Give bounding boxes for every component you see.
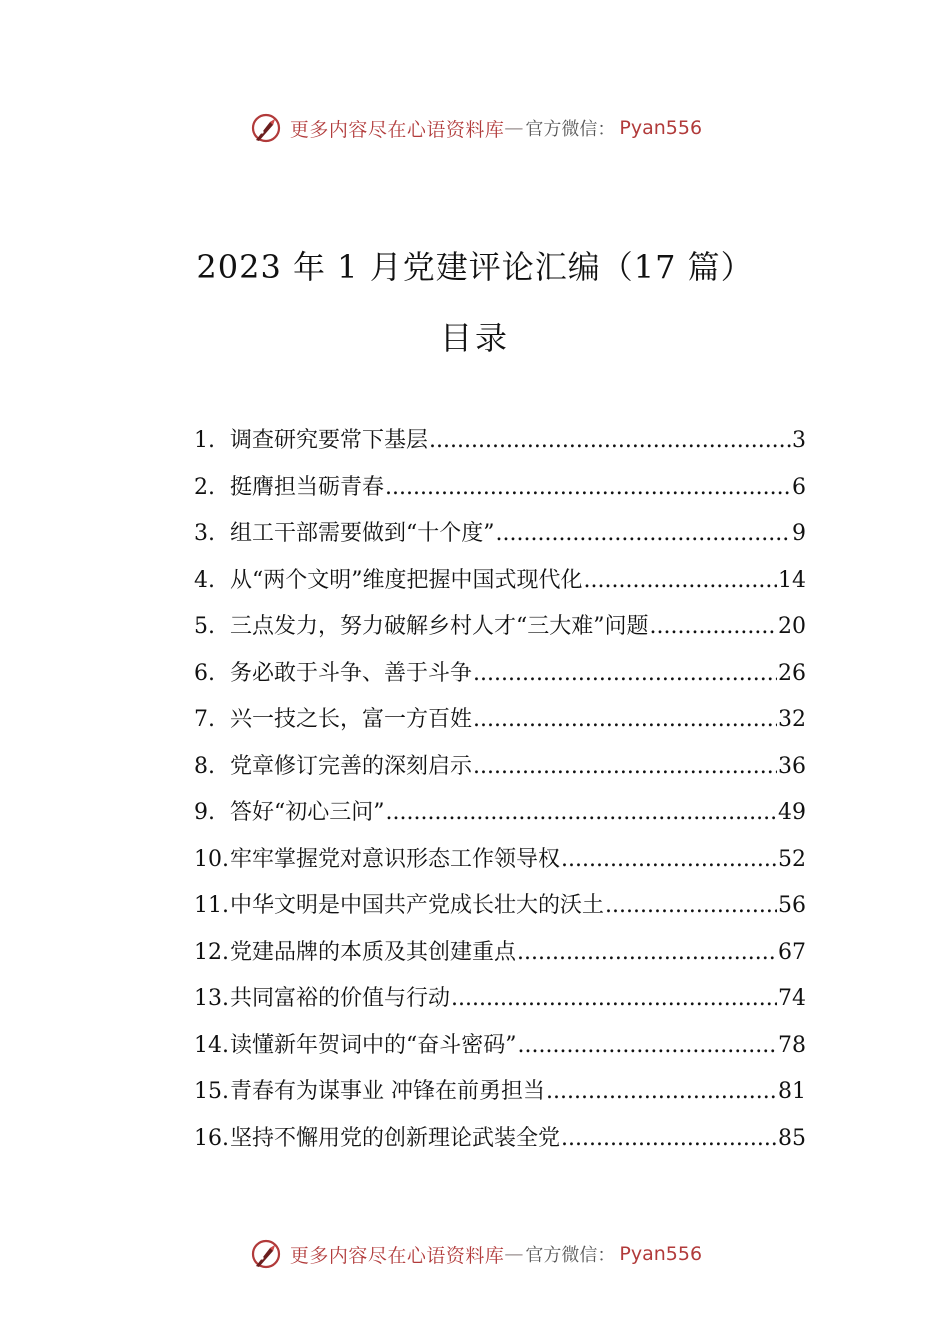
toc-entry-number: 3. (194, 521, 215, 546)
toc-entry-title: 青春有为谋事业 冲锋在前勇担当 (230, 1079, 545, 1104)
toc-entry-title: 答好“初心三问” (230, 800, 385, 825)
toc-entry-page: 3 (792, 428, 806, 453)
document-title: 2023 年 1 月党建评论汇编（17 篇） (196, 248, 754, 286)
toc-entry-title: 中华文明是中国共产党成长壮大的沃土 (230, 893, 605, 918)
toc-dot-leader (451, 976, 777, 1023)
toc-dot-leader (518, 1023, 778, 1070)
toc-entry-number: 15. (194, 1079, 229, 1104)
toc-entry[interactable] (194, 651, 806, 698)
toc-entry-title: 党建品牌的本质及其创建重点 (230, 939, 517, 965)
toc-dot-leader (650, 604, 778, 651)
toc-entry-number: 12. (194, 939, 229, 965)
toc-dot-leader (385, 465, 791, 512)
toc-entry[interactable] (194, 883, 806, 930)
toc-dot-leader (473, 697, 777, 744)
toc-dot-leader (473, 651, 777, 698)
document-subtitle: 目录 (439, 319, 510, 357)
toc-dot-leader (429, 418, 791, 465)
toc-entry-page: 9 (792, 521, 806, 546)
toc-entry-title: 兴一技之长，富一方百姓 (230, 707, 473, 732)
toc-entry-title: 共同富裕的价值与行动 (230, 986, 451, 1011)
toc-entry[interactable] (194, 697, 806, 744)
toc-entry-page: 26 (778, 660, 806, 686)
toc-entry[interactable] (194, 837, 806, 884)
toc-entry-page: 78 (778, 1032, 806, 1058)
toc-entry-page: 52 (778, 846, 806, 872)
toc-entry[interactable] (194, 511, 806, 558)
toc-entry-number: 4. (194, 567, 215, 593)
toc-entry-title: 牢牢掌握党对意识形态工作领导权 (230, 846, 561, 872)
toc-entry-number: 16. (194, 1125, 229, 1151)
toc-entry-page: 36 (778, 753, 806, 779)
toc-entry-number: 1. (194, 428, 215, 453)
header-banner (0, 106, 950, 150)
toc-entry-title: 组工干部需要做到“十个度” (230, 521, 495, 546)
toc-dot-leader (517, 930, 777, 977)
toc-entry-page: 56 (778, 893, 806, 918)
toc-entry-page: 49 (778, 800, 806, 825)
toc-entry-title: 三点发力，努力破解乡村人才“三大难”问题 (230, 614, 649, 639)
footer-banner (0, 1232, 950, 1276)
toc-entry[interactable] (194, 465, 806, 512)
banner-text: 更多内容尽在心语资料库 (289, 118, 505, 141)
toc-entry-number: 14. (194, 1032, 229, 1058)
toc-dot-leader (496, 511, 792, 558)
toc-entry-number: 10. (194, 846, 229, 872)
table-of-contents (194, 418, 806, 1162)
toc-entry[interactable] (194, 744, 806, 791)
toc-entry-number: 8. (194, 753, 215, 779)
banner-label: 官方微信： (525, 119, 616, 140)
pen-nib-logo-icon (248, 110, 284, 146)
banner-separator: — (504, 1243, 524, 1265)
toc-entry-page: 20 (778, 614, 806, 639)
toc-entry-page: 32 (778, 707, 806, 732)
toc-entry[interactable] (194, 418, 806, 465)
toc-entry[interactable] (194, 604, 806, 651)
toc-dot-leader (386, 790, 778, 837)
toc-entry-page: 67 (778, 939, 806, 965)
toc-entry-title: 党章修订完善的深刻启示 (230, 753, 473, 779)
toc-entry[interactable] (194, 1023, 806, 1070)
toc-dot-leader (561, 837, 777, 884)
banner-text: 更多内容尽在心语资料库 (289, 1244, 505, 1267)
toc-entry-title: 挺膺担当砺青春 (230, 474, 385, 500)
pen-nib-logo-icon (248, 1236, 284, 1272)
toc-entry-number: 7. (194, 707, 215, 732)
toc-entry[interactable] (194, 1116, 806, 1163)
toc-entry-number: 2. (194, 474, 215, 500)
toc-entry-title: 调查研究要常下基层 (230, 428, 429, 453)
toc-entry-page: 14 (778, 567, 806, 593)
toc-entry-title: 读懂新年贺词中的“奋斗密码” (230, 1032, 517, 1058)
toc-entry-number: 5. (194, 614, 215, 639)
toc-entry-page: 81 (778, 1079, 806, 1104)
toc-dot-leader (546, 1069, 777, 1116)
toc-entry-title: 务必敢于斗争、善于斗争 (230, 660, 473, 686)
toc-entry[interactable] (194, 976, 806, 1023)
toc-entry-number: 11. (194, 893, 229, 918)
toc-entry-number: 6. (194, 660, 215, 686)
toc-entry-title: 从“两个文明”维度把握中国式现代化 (230, 567, 583, 593)
banner-label: 官方微信： (525, 1245, 616, 1266)
toc-dot-leader (584, 558, 778, 605)
banner-separator: — (504, 117, 524, 139)
toc-entry-page: 74 (778, 986, 806, 1011)
toc-dot-leader (473, 744, 777, 791)
toc-entry[interactable] (194, 558, 806, 605)
toc-dot-leader (605, 883, 777, 930)
toc-dot-leader (561, 1116, 777, 1163)
banner-wechat-id: Pyan556 (619, 1243, 703, 1265)
banner-wechat-id: Pyan556 (619, 117, 703, 139)
toc-entry-number: 13. (194, 986, 229, 1011)
toc-entry-number: 9. (194, 800, 215, 825)
toc-entry-page: 85 (778, 1125, 806, 1151)
toc-entry[interactable] (194, 930, 806, 977)
toc-entry[interactable] (194, 790, 806, 837)
toc-entry[interactable] (194, 1069, 806, 1116)
toc-entry-page: 6 (792, 474, 806, 500)
toc-entry-title: 坚持不懈用党的创新理论武装全党 (230, 1125, 561, 1151)
